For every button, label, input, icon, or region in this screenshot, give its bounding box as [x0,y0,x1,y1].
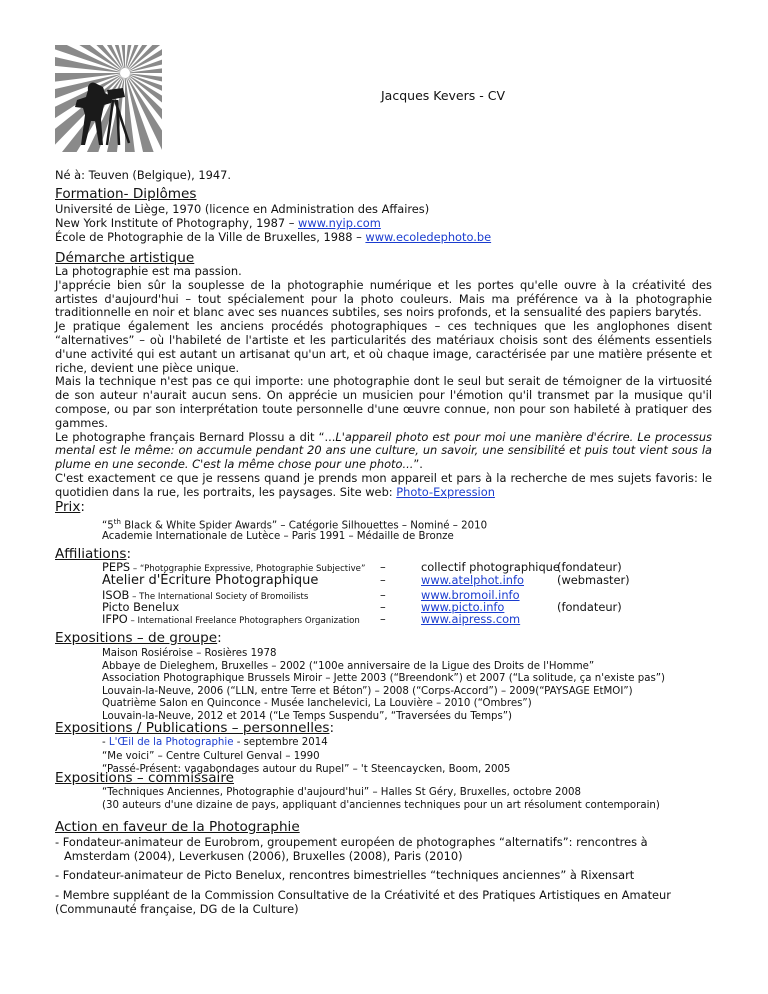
list-item: Maison Rosiéroise – Rosières 1978 [102,648,277,659]
list-item: Louvain-la-Neuve, 2006 (“LLN, entre Terre et Béton”) – 2008 (“Corps-Accord”) – 2009(“PAYSAGE EtMOI”) [102,685,633,697]
formation-item: New York Institute of Photography, 1987 – www.nyip.com [55,216,381,230]
section-formation-heading: Formation- Diplômes [55,186,197,202]
list-item: “Me voici” – Centre Culturel Genval – 1990 [102,750,320,762]
list-item: Quatrième Salon en Quinconce - Musée Ianchelevici, La Louvière – 2010 (“Ombres”) [102,698,532,709]
affiliation-dash: – [380,560,386,574]
expo-groupe-list [102,648,665,723]
section-expo-commissaire-heading: Expositions – commissaire [55,770,234,786]
list-item: (30 auteurs d'une dizaine de pays, appliquant d'anciennes techniques pour un art résolument contemporain) [102,799,660,811]
picto-link[interactable]: www.picto.info [421,600,505,614]
prix-item: “5th Black & White Spider Awards” – Catégorie Silhouettes – Nominé – 2010 [102,518,488,532]
demarche-paragraph: J'apprécie bien sûr la souplesse de la photographie numérique et les portes qu'elle ouvre à la créativité des artistes d'aujourd'hui – tout spécialement pour la photo couleurs. Mais ma préférence va à la photographie traditionnelle en noir et blanc avec ses nuances subtiles, ses noirs profonds, et la sensualité des papiers barytés. [55,277,712,320]
action-item: (Communauté française, DG de la Culture) [55,902,299,916]
prix-item: Academie Internationale de Lutèce – Paris 1991 – Médaille de Bronze [102,531,454,542]
section-demarche-heading: Démarche artistique [55,250,195,266]
expo-commissaire-list [102,787,660,813]
affiliation-row: PEPS – “Photographie Expressive, Photographie Subjective” [102,560,366,574]
action-item: - Fondateur-animateur de Eurobrom, groupement européen de photographes “alternatifs”: rencontres à [55,835,648,849]
photo-expression-link[interactable]: Photo-Expression [396,484,495,499]
affiliation-role: (fondateur) [557,560,622,574]
page-title: Jacques Kevers - CV [381,88,505,103]
atelphot-link[interactable]: www.atelphot.info [421,573,525,587]
affiliation-row: Picto Benelux [102,600,180,614]
formation-item: École de Photographie de la Ville de Bruxelles, 1988 – www.ecoledephoto.be [55,230,492,244]
affiliation-text: collectif photographique [421,560,560,574]
affiliation-row: ISOB – The International Society of Bromoilists [102,588,309,602]
affiliation-dash: – [380,573,386,587]
demarche-paragraph: Mais la technique n'est pas ce qui importe: une photographie dont le seul but serait de témoigner de la virtuosité de son auteur n'aurait aucun sens. On apprécie un musicien pour l'émotion qu'il transmet par la musique qu'il compose, ou par son interprétation toute personnelle d'une œuvre connue, non pour son habileté à pratiquer des gammes. [55,374,712,430]
action-item: Amsterdam (2004), Leverkusen (2006), Bruxelles (2008), Paris (2010) [64,849,463,863]
demarche-paragraph: Le photographe français Bernard Plossu a dit “...L'appareil photo est pour moi une manière d'écrire. Le processus mental est le même: on accumule pendant 20 ans une culture, un savoir, une sensibilité et puis tout vient sous la plume en une seconde. C'est la même chose pour une photo...”. [55,429,712,472]
list-item: Abbaye de Dieleghem, Bruxelles – 2002 (“100e anniversaire de la Ligue des Droits de l'Homme” [102,660,595,672]
nyip-link[interactable]: www.nyip.com [298,216,381,230]
affiliation-dash: – [380,600,386,614]
list-item: Association Photographique Brussels Miroir – Jette 2003 (“Breendonk”) et 2007 (“La solitude, ça n'existe pas”) [102,673,666,684]
section-affiliations-heading: Affiliations: [55,546,132,562]
ecoledephoto-link[interactable]: www.ecoledephoto.be [365,230,492,244]
aipress-link[interactable]: www.aipress.com [421,612,521,626]
birth-info: Né à: Teuven (Belgique), 1947. [55,168,232,182]
oeil-photo-link[interactable]: L'Œil de la Photographie [108,737,234,748]
formation-item: Université de Liège, 1970 (licence en Administration des Affaires) [55,202,430,216]
photographer-logo [55,45,162,152]
affiliation-dash: – [380,588,386,602]
section-action-heading: Action en faveur de la Photographie [55,819,300,835]
affiliation-dash: – [380,612,386,626]
demarche-text [55,265,712,500]
section-expo-perso-heading: Expositions / Publications – personnelles: [55,720,335,736]
section-prix-heading: Prix: [55,499,85,515]
action-item: - Membre suppléant de la Commission Consultative de la Créativité et des Pratiques Artistiques en Amateur [55,888,671,902]
affiliation-row: Atelier d'Écriture Photographique [102,573,319,588]
bromoil-link[interactable]: www.bromoil.info [421,588,520,602]
list-item: “Passé-Présent: vagabondages autour du Rupel” – 't Steencaycken, Boom, 2005 [102,764,511,775]
list-item: - L'Œil de la Photographie - septembre 2014 [102,737,328,748]
affiliation-role: (webmaster) [557,573,630,587]
affiliation-role: (fondateur) [557,600,622,614]
demarche-paragraph: C'est exactement ce que je ressens quand je prends mon appareil et pars à la recherche de mes sujets favoris: le quotidien dans la rue, les portraits, les paysages. Site web: Photo-Expression [55,470,712,499]
list-item: “Techniques Anciennes, Photographie d'aujourd'hui” – Halles St Géry, Bruxelles, octobre 2008 [102,787,581,798]
demarche-paragraph: La photographie est ma passion. [55,264,242,278]
action-item: - Fondateur-animateur de Picto Benelux, rencontres bimestrielles “techniques anciennes” à Rixensart [55,868,635,882]
demarche-paragraph: Je pratique également les anciens procédés photographiques – ces techniques que les anglophones disent “alternatives” – où l'habileté de l'artiste et les particularités des matériaux choisis sont des éléments essentiels d'une activité qui est autant un artisanat qu'un art, et où chaque image, caractérisée par une matière présente et riche, devient une pièce unique. [55,319,712,375]
list-item: Louvain-la-Neuve, 2012 et 2014 (“Le Temps Suspendu”, “Traversées du Temps”) [102,710,513,722]
section-expo-groupe-heading: Expositions – de groupe: [55,630,222,646]
affiliation-row: IFPO – International Freelance Photographers Organization [102,612,360,626]
plossu-quote: L'appareil photo est pour moi une manière d'écrire. Le processus mental est le même: on accumule pendant 20 ans une culture, un savoir, une sensibilité et puis tout vient sous la plume en une seconde. C'est la même chose pour une photo... [55,429,712,472]
